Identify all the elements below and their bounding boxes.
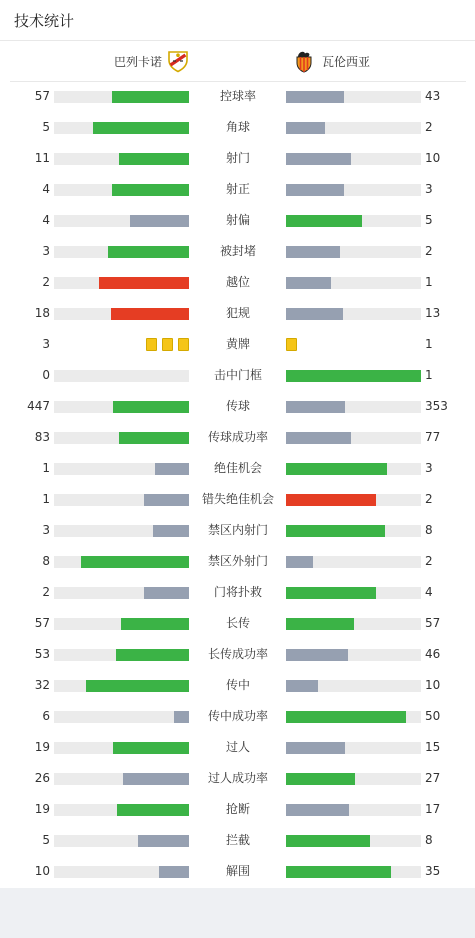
- stat-row: [0, 640, 475, 671]
- stat-label: 拦截: [225, 833, 250, 847]
- home-stat-bar: [54, 804, 189, 816]
- stat-row: [0, 764, 475, 795]
- away-stat-bar: [286, 401, 421, 413]
- stat-label: 击中门框: [213, 368, 262, 382]
- home-stat-bar-fill: [155, 463, 189, 475]
- stat-label: 禁区内射门: [207, 523, 268, 537]
- away-stat-bar-fill: [286, 246, 340, 258]
- home-stat-value: 11: [34, 151, 50, 165]
- home-stat-bar-fill: [117, 804, 189, 816]
- stat-row: [0, 82, 475, 113]
- home-stat-bar: [54, 835, 189, 847]
- stat-row: [0, 175, 475, 206]
- away-stat-bar-fill: [286, 618, 354, 630]
- home-stat-bar: [54, 308, 189, 320]
- away-team-name: 瓦伦西亚: [322, 54, 371, 69]
- away-stat-bar: [286, 556, 421, 568]
- away-stat-bar: [286, 494, 421, 506]
- stat-label: 射偏: [225, 213, 250, 227]
- home-stat-bar-fill: [86, 680, 189, 692]
- home-stat-value: 0: [42, 368, 50, 382]
- away-stat-bar: [286, 246, 421, 258]
- stat-row: [0, 671, 475, 702]
- away-stat-value: 10: [425, 678, 441, 692]
- team-header: [0, 42, 475, 80]
- away-stat-bar: [286, 587, 421, 599]
- stat-label: 过人成功率: [207, 771, 268, 785]
- home-stat-bar-fill: [119, 432, 189, 444]
- away-yellow-cards: [286, 338, 297, 351]
- stat-label: 控球率: [219, 89, 256, 103]
- away-stat-bar: [286, 680, 421, 692]
- home-stat-value: 447: [27, 399, 50, 413]
- stat-label: 抢断: [225, 802, 250, 816]
- home-stat-bar-fill: [116, 649, 189, 661]
- home-stat-bar-fill: [113, 742, 189, 754]
- away-stat-bar: [286, 742, 421, 754]
- away-stat-value: 2: [425, 244, 433, 258]
- stat-row: [0, 702, 475, 733]
- stat-row: [0, 454, 475, 485]
- home-stat-bar-fill: [113, 401, 189, 413]
- home-stat-bar-fill: [81, 556, 189, 568]
- away-stat-value: 35: [425, 864, 441, 878]
- stat-label: 长传: [225, 616, 250, 630]
- away-stat-value: 8: [425, 833, 433, 847]
- stat-label: 黄牌: [225, 337, 250, 351]
- home-stat-value: 2: [42, 275, 50, 289]
- stat-row: [0, 268, 475, 299]
- home-stat-bar-fill: [144, 494, 189, 506]
- away-stat-bar-fill: [286, 184, 344, 196]
- stat-label: 门将扑救: [213, 585, 262, 599]
- stats-list: [0, 82, 475, 888]
- home-stat-bar-fill: [108, 246, 189, 258]
- home-stat-value: 57: [34, 616, 50, 630]
- home-stat-bar: [54, 432, 189, 444]
- away-stat-bar-fill: [286, 587, 376, 599]
- away-stat-bar-fill: [286, 122, 325, 134]
- away-stat-value: 1: [425, 275, 433, 289]
- home-stat-value: 3: [42, 337, 50, 351]
- away-stat-value: 2: [425, 492, 433, 506]
- home-stat-bar-fill: [111, 308, 189, 320]
- home-stat-bar: [54, 866, 189, 878]
- away-stat-value: 2: [425, 120, 433, 134]
- home-stat-bar-fill: [119, 153, 189, 165]
- away-stat-bar-fill: [286, 153, 351, 165]
- home-stat-bar: [54, 463, 189, 475]
- home-stat-value: 26: [34, 771, 50, 785]
- away-stat-bar-fill: [286, 680, 318, 692]
- stat-row: [0, 826, 475, 857]
- home-stat-value: 5: [42, 120, 50, 134]
- stat-label: 传中: [225, 678, 250, 692]
- home-stat-value: 32: [34, 678, 50, 692]
- stat-label: 角球: [225, 120, 250, 134]
- home-stat-bar: [54, 525, 189, 537]
- stat-row: [0, 330, 475, 361]
- away-stat-bar: [286, 184, 421, 196]
- home-stat-value: 83: [34, 430, 50, 444]
- home-stat-bar: [54, 587, 189, 599]
- stat-row: [0, 113, 475, 144]
- away-stat-bar: [286, 804, 421, 816]
- home-team[interactable]: [0, 42, 190, 80]
- home-stat-bar: [54, 773, 189, 785]
- home-stat-bar-fill: [153, 525, 189, 537]
- stat-label: 传中成功率: [207, 709, 268, 723]
- home-stat-bar-fill: [112, 184, 189, 196]
- away-stat-bar-fill: [286, 432, 351, 444]
- away-stat-value: 50: [425, 709, 441, 723]
- away-stat-bar: [286, 525, 421, 537]
- yellow-card-icon: [162, 338, 173, 351]
- home-stat-bar-fill: [174, 711, 189, 723]
- home-stat-bar-fill: [121, 618, 189, 630]
- home-stat-value: 1: [42, 492, 50, 506]
- yellow-card-icon: [178, 338, 189, 351]
- away-stat-bar-fill: [286, 308, 343, 320]
- home-stat-value: 2: [42, 585, 50, 599]
- away-stat-bar: [286, 773, 421, 785]
- away-stat-value: 1: [425, 368, 433, 382]
- stat-label: 错失绝佳机会: [201, 492, 274, 506]
- valencia-crest-icon: [292, 49, 316, 73]
- home-stat-value: 18: [34, 306, 50, 320]
- home-stat-bar: [54, 370, 189, 382]
- away-stat-bar: [286, 370, 421, 382]
- home-stat-bar: [54, 649, 189, 661]
- stat-label: 犯规: [225, 306, 250, 320]
- home-stat-bar: [54, 122, 189, 134]
- stat-row: [0, 299, 475, 330]
- home-stat-value: 19: [34, 802, 50, 816]
- home-stat-bar-fill: [123, 773, 189, 785]
- home-stat-value: 1: [42, 461, 50, 475]
- away-stat-bar-fill: [286, 401, 345, 413]
- away-stat-value: 4: [425, 585, 433, 599]
- away-stat-bar: [286, 153, 421, 165]
- away-stat-value: 353: [425, 399, 448, 413]
- away-stat-bar-fill: [286, 649, 348, 661]
- rayo-vallecano-crest-icon: [166, 49, 190, 73]
- away-stat-bar: [286, 277, 421, 289]
- away-stat-bar-fill: [286, 556, 313, 568]
- home-stat-bar-fill: [99, 277, 189, 289]
- home-stat-value: 3: [42, 244, 50, 258]
- stat-label: 被封堵: [219, 244, 256, 258]
- title-divider: [0, 40, 475, 41]
- stat-row: [0, 795, 475, 826]
- away-stat-bar: [286, 711, 421, 723]
- away-stat-bar-fill: [286, 277, 331, 289]
- home-stat-bar-fill: [93, 122, 189, 134]
- yellow-card-icon: [286, 338, 297, 351]
- away-stat-value: 5: [425, 213, 433, 227]
- home-stat-value: 3: [42, 523, 50, 537]
- away-stat-value: 57: [425, 616, 441, 630]
- away-stat-value: 46: [425, 647, 441, 661]
- home-stat-value: 8: [42, 554, 50, 568]
- stat-row: [0, 144, 475, 175]
- stat-label: 禁区外射门: [207, 554, 268, 568]
- stat-row: [0, 609, 475, 640]
- home-stat-bar: [54, 153, 189, 165]
- away-stat-bar-fill: [286, 742, 345, 754]
- home-stat-bar: [54, 494, 189, 506]
- away-stat-bar: [286, 308, 421, 320]
- away-stat-value: 3: [425, 461, 433, 475]
- home-stat-bar: [54, 618, 189, 630]
- home-stat-bar: [54, 680, 189, 692]
- away-stat-value: 77: [425, 430, 441, 444]
- home-stat-value: 53: [34, 647, 50, 661]
- home-stat-bar: [54, 215, 189, 227]
- home-stat-bar: [54, 711, 189, 723]
- home-stat-value: 57: [34, 89, 50, 103]
- stat-label: 长传成功率: [207, 647, 268, 661]
- home-stat-bar-fill: [112, 91, 189, 103]
- home-stat-bar: [54, 277, 189, 289]
- page-title: 技术统计: [14, 12, 75, 30]
- stat-row: [0, 423, 475, 454]
- away-stat-bar-fill: [286, 525, 385, 537]
- away-stat-bar-fill: [286, 370, 421, 382]
- away-stat-bar-fill: [286, 804, 349, 816]
- stat-label: 射正: [225, 182, 250, 196]
- away-stat-bar-fill: [286, 835, 370, 847]
- home-yellow-cards: [146, 338, 189, 351]
- away-stat-bar: [286, 866, 421, 878]
- away-stat-bar-fill: [286, 494, 376, 506]
- stat-row: [0, 733, 475, 764]
- away-stat-value: 8: [425, 523, 433, 537]
- stat-row: [0, 361, 475, 392]
- yellow-card-icon: [146, 338, 157, 351]
- away-stat-bar-fill: [286, 711, 406, 723]
- home-stat-value: 4: [42, 182, 50, 196]
- away-stat-bar: [286, 835, 421, 847]
- away-stat-bar: [286, 432, 421, 444]
- away-stat-bar-fill: [286, 773, 355, 785]
- stat-row: [0, 485, 475, 516]
- away-stat-value: 2: [425, 554, 433, 568]
- home-stat-bar-fill: [144, 587, 189, 599]
- away-stat-bar-fill: [286, 866, 391, 878]
- home-stat-bar-fill: [159, 866, 189, 878]
- away-team[interactable]: [292, 42, 472, 80]
- home-stat-value: 10: [34, 864, 50, 878]
- stat-label: 绝佳机会: [213, 461, 262, 475]
- home-stat-bar: [54, 91, 189, 103]
- away-stat-value: 15: [425, 740, 441, 754]
- away-stat-value: 13: [425, 306, 441, 320]
- away-stat-bar: [286, 618, 421, 630]
- home-stat-bar: [54, 246, 189, 258]
- away-stat-value: 3: [425, 182, 433, 196]
- stat-label: 过人: [225, 740, 250, 754]
- stat-row: [0, 547, 475, 578]
- away-stat-bar: [286, 122, 421, 134]
- away-stat-bar: [286, 91, 421, 103]
- home-team-name: 巴列卡诺: [113, 54, 162, 69]
- stat-row: [0, 237, 475, 268]
- stat-row: [0, 516, 475, 547]
- away-stat-value: 10: [425, 151, 441, 165]
- home-stat-value: 4: [42, 213, 50, 227]
- home-stat-bar-fill: [138, 835, 189, 847]
- home-stat-bar: [54, 742, 189, 754]
- stat-row: [0, 392, 475, 423]
- stat-row: [0, 578, 475, 609]
- home-stat-bar: [54, 556, 189, 568]
- stat-label: 越位: [225, 275, 250, 289]
- stat-row: [0, 206, 475, 237]
- stat-label: 射门: [225, 151, 250, 165]
- home-stat-value: 19: [34, 740, 50, 754]
- away-stat-value: 1: [425, 337, 433, 351]
- away-stat-bar: [286, 463, 421, 475]
- home-stat-value: 6: [42, 709, 50, 723]
- stat-label: 传球: [225, 399, 250, 413]
- stat-label: 解围: [225, 864, 250, 878]
- away-stat-bar-fill: [286, 215, 362, 227]
- away-stat-bar: [286, 649, 421, 661]
- away-stat-value: 17: [425, 802, 441, 816]
- away-stat-bar: [286, 215, 421, 227]
- home-stat-bar: [54, 401, 189, 413]
- away-stat-bar-fill: [286, 91, 344, 103]
- home-stat-bar-fill: [130, 215, 189, 227]
- away-stat-value: 43: [425, 89, 441, 103]
- home-stat-value: 5: [42, 833, 50, 847]
- away-stat-value: 27: [425, 771, 441, 785]
- stat-row: [0, 857, 475, 888]
- away-stat-bar-fill: [286, 463, 387, 475]
- home-stat-bar: [54, 184, 189, 196]
- stat-label: 传球成功率: [207, 430, 268, 444]
